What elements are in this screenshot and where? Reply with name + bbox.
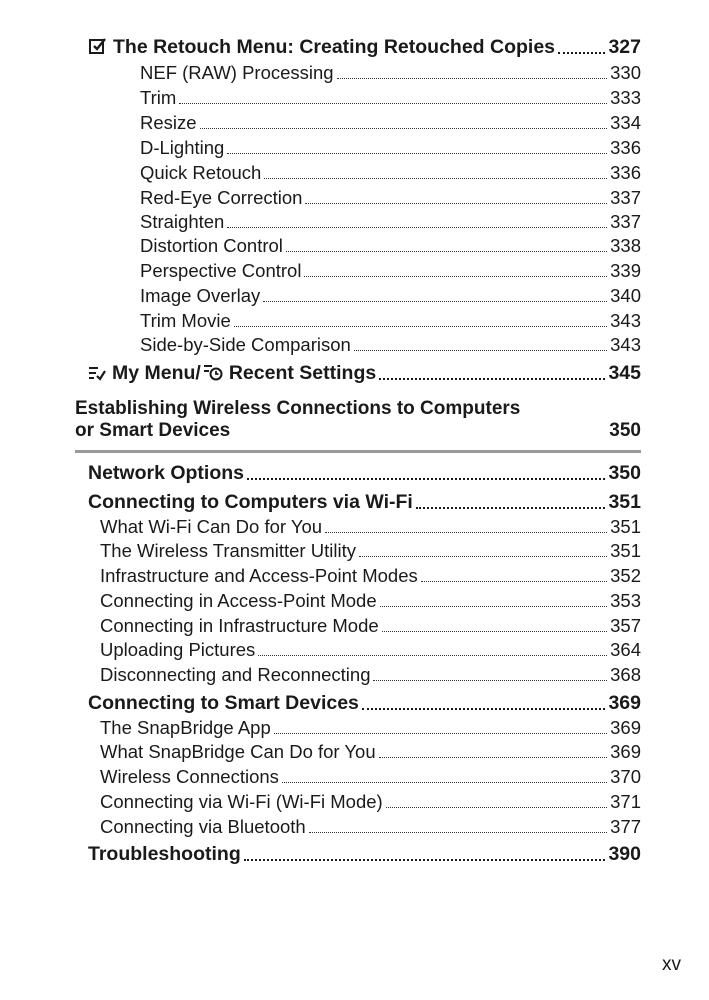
toc-entry-page: 370: [610, 766, 641, 787]
toc-entry-distortion-control[interactable]: [140, 235, 641, 257]
toc-entry-page: 351: [610, 516, 641, 537]
toc-entry-title: Distortion Control: [140, 235, 283, 256]
toc-entry-page: 340: [610, 285, 641, 306]
toc-entry-page: 357: [610, 615, 641, 636]
toc-entry-title-part2: Recent Settings: [228, 362, 377, 384]
toc-entry-page: 338: [610, 235, 641, 256]
toc-entry-title: D-Lighting: [140, 137, 225, 158]
toc-entry-title: Uploading Pictures: [100, 639, 256, 660]
toc-entry-title: What Wi-Fi Can Do for You: [100, 516, 323, 537]
chapter-title-line1: Establishing Wireless Connections to Computers: [75, 398, 521, 419]
toc-entry-image-overlay[interactable]: [140, 285, 641, 307]
leader-dots: [263, 301, 607, 302]
leader-dots: [386, 807, 607, 808]
toc-entry-page: 339: [610, 260, 641, 281]
toc-entry-title: Trim Movie: [140, 310, 231, 331]
chapter-title-wireless[interactable]: [75, 398, 641, 442]
toc-entry-title: Connecting to Smart Devices: [88, 692, 359, 714]
leader-dots: [286, 251, 607, 252]
chapter-page: 350: [609, 420, 641, 441]
leader-dots: [244, 859, 606, 861]
leader-dots: [247, 478, 605, 480]
leader-dots: [558, 52, 605, 54]
toc-entry-page: 364: [610, 639, 641, 660]
toc-entry-page: 337: [610, 187, 641, 208]
toc-entry-wireless-connections[interactable]: [100, 766, 641, 788]
toc-entry-title: Connecting via Wi-Fi (Wi-Fi Mode): [100, 791, 383, 812]
toc-entry-connecting-via-bluetooth[interactable]: [100, 816, 641, 838]
leader-dots: [337, 78, 608, 79]
toc-entry-connecting-infrastructure-mode[interactable]: [100, 615, 641, 637]
toc-entry-wireless-transmitter-utility[interactable]: [100, 540, 641, 562]
leader-dots: [304, 276, 607, 277]
toc-entry-infrastructure-access-point-modes[interactable]: [100, 565, 641, 587]
toc-entry-page: 337: [610, 211, 641, 232]
leader-dots: [354, 350, 607, 351]
toc-entry-what-snapbridge-can-do[interactable]: [100, 741, 641, 763]
toc-entry-connecting-access-point-mode[interactable]: [100, 590, 641, 612]
leader-dots: [362, 708, 606, 710]
leader-dots: [309, 832, 607, 833]
my-menu-icon: [88, 365, 106, 381]
recent-settings-icon: [203, 363, 223, 381]
retouch-icon: [88, 36, 107, 55]
page-number: xv: [662, 954, 681, 975]
toc-entry-page: 336: [610, 137, 641, 158]
toc-entry-disconnecting-reconnecting[interactable]: [100, 664, 641, 686]
toc-entry-title: Red-Eye Correction: [140, 187, 303, 208]
toc-entry-title-part1: My Menu/: [112, 362, 201, 384]
toc-entry-page: 390: [608, 843, 641, 865]
leader-dots: [305, 203, 607, 204]
toc-entry-retouch-menu[interactable]: [88, 36, 641, 59]
toc-entry-connecting-computers-wifi[interactable]: [88, 491, 641, 514]
toc-entry-title: Wireless Connections: [100, 766, 279, 787]
toc-entry-title: What SnapBridge Can Do for You: [100, 741, 376, 762]
chapter-divider: [75, 450, 641, 453]
toc-entry-title: The SnapBridge App: [100, 717, 271, 738]
toc-entry-my-menu[interactable]: [88, 362, 641, 385]
toc-entry-page: 352: [610, 565, 641, 586]
leader-dots: [421, 581, 607, 582]
leader-dots: [325, 532, 607, 533]
toc-entry-title: Image Overlay: [140, 285, 261, 306]
toc-entry-nef-raw-processing[interactable]: [140, 62, 641, 84]
toc-entry-title: Troubleshooting: [88, 843, 241, 865]
toc-entry-title: Trim: [140, 87, 177, 108]
toc-entry-title: Side-by-Side Comparison: [140, 334, 351, 355]
toc-entry-snapbridge-app[interactable]: [100, 717, 641, 739]
leader-dots: [359, 556, 607, 557]
toc-entry-connecting-via-wifi-mode[interactable]: [100, 791, 641, 813]
leader-dots: [416, 507, 606, 509]
toc-entry-page: 343: [610, 310, 641, 331]
toc-entry-page: 334: [610, 112, 641, 133]
toc-entry-title: Infrastructure and Access-Point Modes: [100, 565, 418, 586]
leader-dots: [379, 757, 608, 758]
leader-dots: [227, 227, 607, 228]
toc-entry-page: 350: [608, 462, 641, 484]
toc-entry-page: 327: [608, 36, 641, 58]
toc-entry-title: Perspective Control: [140, 260, 302, 281]
toc-entry-page: 371: [610, 791, 641, 812]
toc-entry-trim[interactable]: [140, 87, 641, 109]
leader-dots: [380, 606, 608, 607]
toc-entry-uploading-pictures[interactable]: [100, 639, 641, 661]
toc-entry-title: NEF (RAW) Processing: [140, 62, 334, 83]
toc-entry-title: Connecting to Computers via Wi-Fi: [88, 491, 413, 513]
leader-dots: [382, 631, 607, 632]
toc-entry-page: 353: [610, 590, 641, 611]
leader-dots: [258, 655, 607, 656]
toc-entry-connecting-smart-devices[interactable]: [88, 692, 641, 715]
toc-entry-title: Disconnecting and Reconnecting: [100, 664, 371, 685]
toc-entry-troubleshooting[interactable]: [88, 843, 641, 866]
toc-entry-title: Connecting in Infrastructure Mode: [100, 615, 379, 636]
chapter-title-line2: or Smart Devices: [75, 420, 231, 441]
toc-entry-what-wifi-can-do[interactable]: [100, 516, 641, 538]
toc-entry-side-by-side-comparison[interactable]: [140, 334, 641, 356]
toc-entry-network-options[interactable]: [88, 462, 641, 485]
toc-entry-page: 351: [608, 491, 641, 513]
toc-entry-page: 351: [610, 540, 641, 561]
toc-entry-page: 343: [610, 334, 641, 355]
toc-entry-d-lighting[interactable]: [140, 137, 641, 159]
toc-entry-title: Quick Retouch: [140, 162, 262, 183]
leader-dots: [379, 378, 605, 380]
toc-entry-page: 369: [608, 692, 641, 714]
toc-entry-trim-movie[interactable]: [140, 310, 641, 332]
toc-entry-page: 377: [610, 816, 641, 837]
toc-entry-title: Network Options: [88, 462, 245, 484]
leader-dots: [373, 680, 607, 681]
toc-entry-page: 336: [610, 162, 641, 183]
toc-entry-title: The Retouch Menu: Creating Retouched Copies: [113, 36, 556, 58]
toc-entry-straighten[interactable]: [140, 211, 641, 233]
toc-entry-page: 333: [610, 87, 641, 108]
toc-entry-title: Resize: [140, 112, 197, 133]
toc-entry-page: 369: [610, 741, 641, 762]
toc-entry-quick-retouch[interactable]: [140, 162, 641, 184]
toc-entry-title: The Wireless Transmitter Utility: [100, 540, 356, 561]
toc-entry-page: 345: [608, 362, 641, 384]
toc-entry-title: Connecting via Bluetooth: [100, 816, 306, 837]
toc-entry-title: Straighten: [140, 211, 225, 232]
toc-entry-red-eye-correction[interactable]: [140, 187, 641, 209]
leader-dots: [264, 178, 607, 179]
toc-entry-title: Connecting in Access-Point Mode: [100, 590, 377, 611]
leader-dots: [274, 733, 607, 734]
toc-entry-page: 368: [610, 664, 641, 685]
leader-dots: [179, 103, 607, 104]
leader-dots: [234, 326, 607, 327]
toc-entry-page: 369: [610, 717, 641, 738]
leader-dots: [282, 782, 607, 783]
leader-dots: [200, 128, 608, 129]
leader-dots: [227, 153, 607, 154]
toc-entry-page: 330: [610, 62, 641, 83]
toc-entry-perspective-control[interactable]: [140, 260, 641, 282]
toc-entry-resize[interactable]: [140, 112, 641, 134]
